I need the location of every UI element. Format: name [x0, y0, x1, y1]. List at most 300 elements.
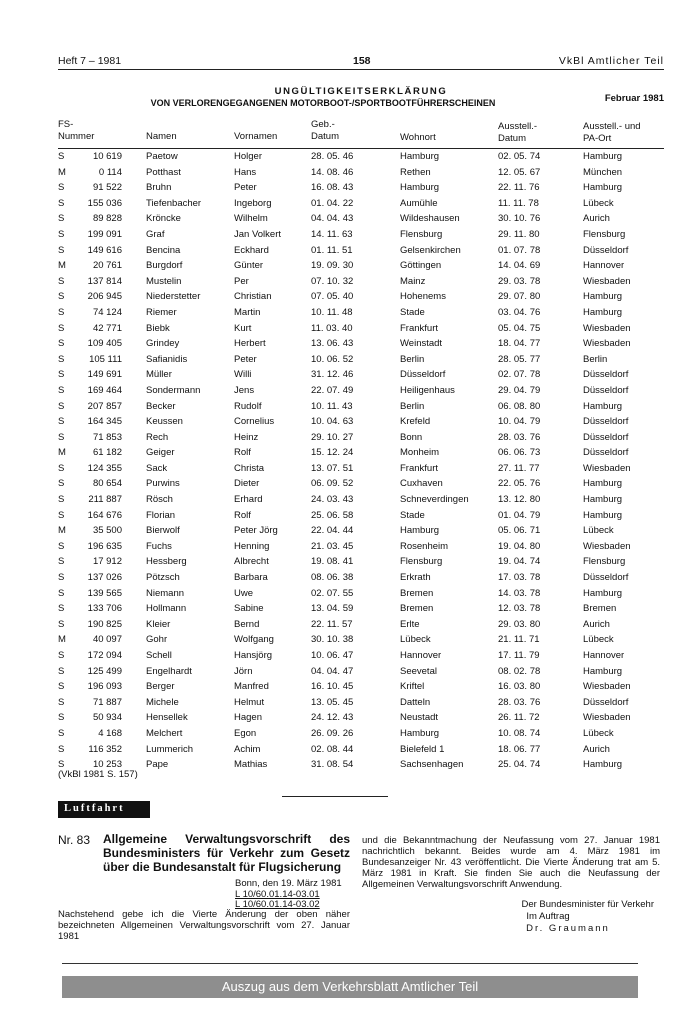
cell-birth-date: 28. 05. 46	[311, 151, 354, 162]
cell-first-name: Peter	[234, 182, 257, 194]
footer-banner: Auszug aus dem Verkehrsblatt Amtlicher Teil	[62, 976, 638, 998]
cell-name: Melchert	[146, 727, 183, 739]
cell-name: Berger	[146, 681, 175, 693]
cell-name: Hessberg	[146, 556, 187, 568]
cell-issuing-office: Flensburg	[583, 228, 626, 240]
cell-name: Fuchs	[146, 540, 172, 552]
cell-residence: Schneverdingen	[400, 494, 469, 506]
cell-fs-number: 125 499	[87, 665, 122, 677]
article-title: Allgemeine Verwaltungsvorschrift des Bundesministers für Verkehr zum Gesetz über die Bundesanstalt für Flugsicherung	[103, 832, 350, 874]
cell-first-name: Wolfgang	[234, 634, 274, 646]
cell-residence: Berlin	[400, 353, 425, 365]
cell-name: Rösch	[146, 494, 173, 506]
cell-name: Niemann	[146, 587, 185, 599]
cell-residence: Bonn	[400, 431, 423, 443]
cell-birth-date: 13. 04. 59	[311, 603, 354, 615]
cell-residence: Bremen	[400, 603, 434, 615]
cell-birth-date: 10. 04. 63	[311, 416, 354, 428]
table-row	[58, 664, 664, 680]
cell-fs-number: 42 771	[92, 322, 122, 334]
table-row	[58, 165, 664, 181]
cell-residence: Hohenems	[400, 291, 446, 303]
cell-issuing-office: Wiesbaden	[583, 712, 631, 724]
cell-issuing-office: Hamburg	[583, 509, 623, 521]
cell-issued-date: 08. 02. 78	[498, 665, 541, 677]
cell-name: Paetow	[146, 151, 178, 162]
table-row	[58, 321, 664, 337]
cell-issuing-office: Wiesbaden	[583, 540, 631, 552]
article-meta	[235, 879, 350, 911]
cell-issued-date: 26. 11. 72	[498, 712, 540, 724]
cell-residence: Hannover	[400, 650, 442, 661]
cell-residence: Flensburg	[400, 556, 443, 568]
cell-first-name: Rolf	[234, 509, 251, 521]
cell-issued-date: 27. 11. 77	[498, 462, 540, 474]
table-header	[58, 118, 664, 149]
cell-residence: Erlte	[400, 618, 420, 630]
cell-category: S	[58, 431, 65, 443]
article-body-right: und die Bekanntmachung der Neufassung vom 27. Januar 1981 nachrichtlich bekannt. Beides wurde am 4. März 1981 im Bundesanzeiger Nr. 43 veröffentlicht. Die Vierte Änderung trat am 5. März 1981 in Kraft. Sie finden Sie auch die Neufassung der Allgemeinen Verwaltungsvorschrift Anwendung.	[362, 835, 660, 890]
cell-category: M	[58, 166, 66, 178]
table-row	[58, 523, 664, 539]
cell-first-name: Jens	[234, 384, 255, 396]
cell-residence: Heiligenhaus	[400, 384, 455, 396]
header-residence: Wohnort	[400, 132, 436, 143]
cell-name: Keussen	[146, 416, 183, 428]
cell-name: Lummerich	[146, 743, 193, 755]
cell-issuing-office: Berlin	[583, 353, 608, 365]
invalid-licences-table	[58, 118, 664, 773]
cell-residence: Flensburg	[400, 228, 443, 240]
cell-birth-date: 04. 04. 43	[311, 213, 354, 225]
cell-issuing-office: Lübeck	[583, 525, 614, 537]
cell-issued-date: 18. 04. 77	[498, 338, 541, 350]
cell-issuing-office: Lübeck	[583, 197, 614, 209]
cell-residence: Bremen	[400, 587, 434, 599]
cell-issued-date: 18. 06. 77	[498, 743, 541, 755]
cell-name: Kleier	[146, 618, 171, 630]
cell-category: M	[58, 634, 66, 646]
page-header	[58, 55, 664, 69]
cell-issuing-office: Wiesbaden	[583, 462, 631, 474]
cell-issued-date: 29. 03. 78	[498, 275, 541, 287]
cell-fs-number: 71 887	[92, 696, 122, 708]
cell-first-name: Albrecht	[234, 556, 269, 568]
cell-issued-date: 02. 05. 74	[498, 151, 541, 162]
cell-issued-date: 29. 11. 80	[498, 228, 540, 240]
cell-fs-number: 139 565	[87, 587, 122, 599]
cell-issuing-office: Flensburg	[583, 556, 626, 568]
cell-category: S	[58, 400, 65, 412]
cell-fs-number: 124 355	[87, 462, 122, 474]
cell-birth-date: 31. 08. 54	[311, 759, 354, 771]
cell-issued-date: 29. 04. 79	[498, 384, 541, 396]
table-row	[58, 305, 664, 321]
cell-category: S	[58, 727, 65, 739]
cell-residence: Seevetal	[400, 665, 437, 677]
cell-category: S	[58, 587, 65, 599]
cell-name: Rech	[146, 431, 169, 443]
cell-issued-date: 05. 04. 75	[498, 322, 541, 334]
cell-fs-number: 199 091	[87, 228, 122, 240]
header-first-name: Vornamen	[234, 131, 278, 142]
cell-residence: Hamburg	[400, 182, 440, 194]
cell-first-name: Herbert	[234, 338, 266, 350]
cell-category: M	[58, 525, 66, 537]
cell-issued-date: 14. 03. 78	[498, 587, 541, 599]
declaration-date: Februar 1981	[604, 93, 664, 104]
cell-category: S	[58, 384, 65, 396]
cell-name: Bierwolf	[146, 525, 180, 537]
cell-issued-date: 30. 10. 76	[498, 213, 541, 225]
cell-fs-number: 196 635	[87, 540, 122, 552]
cell-name: Pötzsch	[146, 572, 180, 584]
cell-fs-number: 71 853	[92, 431, 122, 443]
cell-fs-number: 35 500	[92, 525, 122, 537]
table-row	[58, 399, 664, 415]
table-row	[58, 710, 664, 726]
table-row	[58, 383, 664, 399]
cell-category: S	[58, 650, 65, 661]
table-row	[58, 430, 664, 446]
cell-issuing-office: Hamburg	[583, 182, 623, 194]
cell-category: S	[58, 291, 65, 303]
cell-birth-date: 01. 04. 22	[311, 197, 354, 209]
cell-issuing-office: Aurich	[583, 743, 610, 755]
cell-category: S	[58, 618, 65, 630]
cell-fs-number: 20 761	[92, 260, 122, 272]
cell-birth-date: 14. 11. 63	[311, 228, 353, 240]
cell-fs-number: 155 036	[87, 197, 122, 209]
cell-category: S	[58, 462, 65, 474]
cell-fs-number: 109 405	[87, 338, 122, 350]
cell-first-name: Dieter	[234, 478, 260, 490]
cell-category: S	[58, 681, 65, 693]
cell-residence: Rethen	[400, 166, 431, 178]
cell-residence: Berlin	[400, 400, 425, 412]
cell-name: Hollmann	[146, 603, 187, 615]
cell-birth-date: 24. 03. 43	[311, 494, 354, 506]
cell-birth-date: 15. 12. 24	[311, 447, 354, 459]
cell-category: S	[58, 509, 65, 521]
table-row	[58, 570, 664, 586]
cell-category: M	[58, 447, 66, 459]
cell-birth-date: 22. 07. 49	[311, 384, 354, 396]
cell-first-name: Christa	[234, 462, 265, 474]
cell-first-name: Rudolf	[234, 400, 262, 412]
cell-first-name: Kurt	[234, 322, 252, 334]
header-divider	[58, 69, 664, 70]
cell-fs-number: 207 857	[87, 400, 122, 412]
cell-issued-date: 21. 11. 71	[498, 634, 540, 646]
cell-issued-date: 12. 05. 67	[498, 166, 541, 178]
header-name: Namen	[146, 131, 177, 142]
cell-issuing-office: Hamburg	[583, 291, 623, 303]
cell-birth-date: 31. 12. 46	[311, 369, 354, 381]
cell-fs-number: 164 345	[87, 416, 122, 428]
cell-first-name: Wilhelm	[234, 213, 268, 225]
cell-fs-number: 61 182	[92, 447, 122, 459]
table-row	[58, 726, 664, 742]
cell-birth-date: 10. 11. 43	[311, 400, 353, 412]
cell-residence: Frankfurt	[400, 462, 439, 474]
table-row	[58, 227, 664, 243]
header-fs-line2: Nummer	[58, 131, 95, 142]
cell-issuing-office: Hamburg	[583, 759, 623, 771]
cell-residence: Göttingen	[400, 260, 442, 272]
cell-fs-number: 4 168	[98, 727, 122, 739]
section-divider	[282, 796, 388, 797]
cell-residence: Mainz	[400, 275, 426, 287]
cell-fs-number: 10 253	[92, 759, 122, 771]
cell-residence: Hamburg	[400, 151, 440, 162]
cell-first-name: Hansjörg	[234, 650, 273, 661]
article-body-left: Nachstehend gebe ich die Vierte Änderung der oben näher bezeichneten Allgemeinen Verwaltungsvorschrift vom 27. Januar 1981	[58, 909, 350, 942]
cell-first-name: Eckhard	[234, 244, 269, 256]
signature-authority: Der Bundesminister für Verkehr	[521, 899, 654, 910]
cell-first-name: Per	[234, 275, 249, 287]
cell-issuing-office: Hamburg	[583, 665, 623, 677]
cell-issuing-office: Hamburg	[583, 306, 623, 318]
cell-issued-date: 10. 08. 74	[498, 727, 541, 739]
cell-name: Tiefenbacher	[146, 197, 202, 209]
cell-issuing-office: Wiesbaden	[583, 681, 631, 693]
cell-name: Niederstetter	[146, 291, 201, 303]
cell-issuing-office: Düsseldorf	[583, 696, 629, 708]
cell-residence: Kriftel	[400, 681, 425, 693]
cell-name: Biebk	[146, 322, 170, 334]
cell-category: S	[58, 696, 65, 708]
cell-name: Safianidis	[146, 353, 188, 365]
cell-issuing-office: Aurich	[583, 213, 610, 225]
cell-first-name: Manfred	[234, 681, 269, 693]
cell-issued-date: 28. 03. 76	[498, 696, 541, 708]
cell-residence: Frankfurt	[400, 322, 439, 334]
cell-issuing-office: Düsseldorf	[583, 244, 629, 256]
cell-issued-date: 10. 04. 79	[498, 416, 541, 428]
table-row	[58, 554, 664, 570]
header-office-line1: Ausstell.- und	[583, 121, 641, 132]
cell-residence: Stade	[400, 509, 425, 521]
cell-issued-date: 29. 07. 80	[498, 291, 541, 303]
cell-birth-date: 13. 05. 45	[311, 696, 354, 708]
cell-name: Bencina	[146, 244, 181, 256]
cell-category: S	[58, 743, 65, 755]
cell-residence: Lübeck	[400, 634, 431, 646]
cell-issuing-office: Hamburg	[583, 494, 623, 506]
header-issued-line1: Ausstell.-	[498, 121, 538, 132]
cell-name: Schell	[146, 650, 172, 661]
cell-category: S	[58, 556, 65, 568]
table-row	[58, 492, 664, 508]
cell-issued-date: 17. 03. 78	[498, 572, 541, 584]
cell-residence: Datteln	[400, 696, 431, 708]
cell-fs-number: 0 114	[98, 166, 122, 178]
cell-first-name: Hagen	[234, 712, 262, 724]
cell-first-name: Ingeborg	[234, 197, 272, 209]
cell-name: Mustelin	[146, 275, 182, 287]
header-issued-line2: Datum	[498, 133, 526, 144]
cell-category: S	[58, 665, 65, 677]
cell-first-name: Barbara	[234, 572, 268, 584]
cell-issuing-office: Aurich	[583, 618, 610, 630]
table-body	[58, 149, 664, 773]
cell-fs-number: 133 706	[87, 603, 122, 615]
cell-issued-date: 14. 04. 69	[498, 260, 541, 272]
table-row	[58, 586, 664, 602]
cell-fs-number: 149 616	[87, 244, 122, 256]
cell-birth-date: 07. 05. 40	[311, 291, 354, 303]
cell-birth-date: 14. 08. 46	[311, 166, 354, 178]
publication-name: VkBl Amtlicher Teil	[558, 55, 664, 67]
cell-fs-number: 17 912	[92, 556, 122, 568]
cell-issuing-office: Wiesbaden	[583, 322, 631, 334]
cell-name: Pape	[146, 759, 169, 771]
cell-issued-date: 25. 04. 74	[498, 759, 541, 771]
table-row	[58, 367, 664, 383]
cell-issued-date: 29. 03. 80	[498, 618, 541, 630]
cell-fs-number: 74 124	[92, 306, 122, 318]
cell-name: Geiger	[146, 447, 175, 459]
cell-name: Michele	[146, 696, 179, 708]
cell-fs-number: 164 676	[87, 509, 122, 521]
cell-issuing-office: Hamburg	[583, 400, 623, 412]
cell-category: S	[58, 416, 65, 428]
cell-fs-number: 116 352	[88, 743, 122, 755]
cell-birth-date: 19. 09. 30	[311, 260, 354, 272]
table-row	[58, 648, 664, 664]
cell-residence: Weinstadt	[400, 338, 443, 350]
cell-first-name: Henning	[234, 540, 270, 552]
cell-residence: Wildeshausen	[400, 213, 460, 225]
cell-issued-date: 01. 04. 79	[498, 509, 541, 521]
cell-birth-date: 19. 08. 41	[311, 556, 354, 568]
cell-issuing-office: Düsseldorf	[583, 384, 629, 396]
cell-category: S	[58, 306, 65, 318]
article-reference-2: L 10/60.01.14-03.02	[235, 899, 320, 910]
cell-issuing-office: Hannover	[583, 260, 625, 272]
cell-birth-date: 08. 06. 38	[311, 572, 354, 584]
cell-birth-date: 16. 08. 43	[311, 182, 354, 194]
cell-birth-date: 21. 03. 45	[311, 540, 354, 552]
table-row	[58, 476, 664, 492]
cell-issued-date: 05. 06. 71	[498, 525, 541, 537]
cell-category: S	[58, 244, 65, 256]
article-reference-1: L 10/60.01.14-03.01	[235, 888, 320, 900]
table-row	[58, 695, 664, 711]
cell-fs-number: 211 887	[88, 494, 122, 506]
header-birth-line2: Datum	[311, 131, 339, 142]
cell-birth-date: 22. 11. 57	[311, 618, 353, 630]
cell-fs-number: 149 691	[87, 369, 122, 381]
cell-residence: Cuxhaven	[400, 478, 443, 490]
signature-block	[362, 899, 654, 935]
cell-fs-number: 190 825	[87, 618, 122, 630]
cell-birth-date: 01. 11. 51	[311, 244, 353, 256]
declaration-subtitle: VON VERLORENGEGANGENEN MOTORBOOT-/SPORTBOOTFÜHRERSCHEINEN	[150, 98, 496, 108]
cell-name: Hensellek	[146, 712, 188, 724]
cell-issuing-office: Hamburg	[583, 587, 623, 599]
cell-issuing-office: Hamburg	[583, 478, 623, 490]
citation: (VkBl 1981 S. 157)	[58, 769, 138, 780]
cell-first-name: Peter	[234, 353, 257, 365]
cell-name: Florian	[146, 509, 176, 521]
cell-first-name: Mathias	[234, 759, 268, 771]
cell-issued-date: 19. 04. 80	[498, 540, 541, 552]
cell-fs-number: 206 945	[87, 291, 122, 303]
header-fs-line1: FS-	[58, 119, 74, 130]
cell-residence: Düsseldorf	[400, 369, 446, 381]
cell-issuing-office: Hamburg	[583, 151, 623, 162]
cell-residence: Aumühle	[400, 197, 438, 209]
header-birth-line1: Geb.-	[311, 119, 335, 130]
cell-name: Grindey	[146, 338, 180, 350]
cell-name: Sack	[146, 462, 168, 474]
table-row	[58, 445, 664, 461]
cell-issued-date: 22. 05. 76	[498, 478, 541, 490]
table-row	[58, 414, 664, 430]
cell-fs-number: 10 619	[92, 151, 122, 162]
cell-fs-number: 105 111	[89, 353, 122, 365]
cell-category: S	[58, 353, 65, 365]
cell-residence: Hamburg	[400, 525, 440, 537]
cell-first-name: Martin	[234, 306, 261, 318]
table-row	[58, 196, 664, 212]
cell-name: Becker	[146, 400, 176, 412]
cell-residence: Sachsenhagen	[400, 759, 464, 771]
page-number: 158	[353, 55, 371, 67]
cell-fs-number: 196 093	[87, 681, 122, 693]
cell-category: S	[58, 369, 65, 381]
cell-birth-date: 07. 10. 32	[311, 275, 354, 287]
table-row	[58, 336, 664, 352]
cell-category: S	[58, 478, 65, 490]
cell-birth-date: 16. 10. 45	[311, 681, 354, 693]
cell-category: S	[58, 213, 65, 225]
cell-first-name: Willi	[234, 369, 252, 381]
cell-first-name: Günter	[234, 260, 264, 272]
footer-divider	[62, 963, 638, 964]
cell-first-name: Heinz	[234, 431, 259, 443]
cell-birth-date: 13. 07. 51	[311, 462, 354, 474]
cell-first-name: Jörn	[234, 665, 253, 677]
cell-first-name: Helmut	[234, 696, 265, 708]
cell-category: S	[58, 197, 65, 209]
cell-fs-number: 50 934	[92, 712, 122, 724]
cell-issued-date: 12. 03. 78	[498, 603, 541, 615]
cell-category: S	[58, 759, 65, 771]
cell-issuing-office: München	[583, 166, 623, 178]
cell-category: S	[58, 182, 65, 194]
header-office-line2: PA-Ort	[583, 133, 612, 144]
cell-first-name: Egon	[234, 727, 257, 739]
cell-category: S	[58, 322, 65, 334]
cell-residence: Hamburg	[400, 727, 440, 739]
cell-category: S	[58, 228, 65, 240]
article-place-date: Bonn, den 19. März 1981	[235, 878, 342, 889]
cell-birth-date: 11. 03. 40	[311, 322, 353, 334]
table-row	[58, 461, 664, 477]
table-row	[58, 508, 664, 524]
cell-first-name: Cornelius	[234, 416, 275, 428]
cell-fs-number: 172 094	[87, 650, 122, 661]
cell-residence: Bielefeld 1	[400, 743, 445, 755]
table-row	[58, 274, 664, 290]
cell-issued-date: 01. 07. 78	[498, 244, 541, 256]
cell-birth-date: 06. 09. 52	[311, 478, 354, 490]
cell-birth-date: 02. 08. 44	[311, 743, 354, 755]
cell-fs-number: 40 097	[92, 634, 122, 646]
